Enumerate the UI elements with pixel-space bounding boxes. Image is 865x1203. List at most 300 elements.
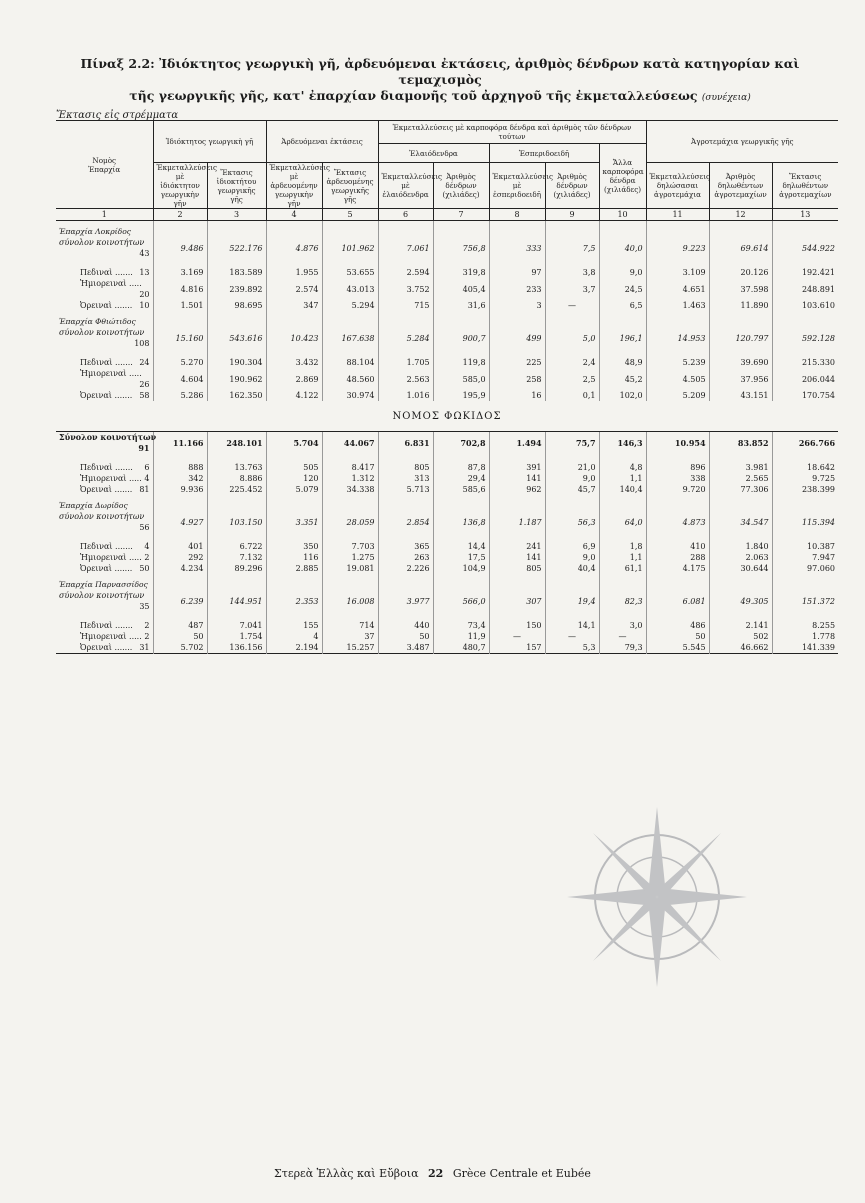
table-cell: 2.565 [709,473,772,484]
table-cell: 50 [153,631,207,642]
header-col-6: Ἐκμεταλλεύσεις μὲ ἐλαιόδενδρα [378,163,433,209]
table-cell: 50 [378,631,433,642]
table-cell: 7.061 [378,237,433,259]
province-heading-row [56,311,838,327]
table-cell: 522.176 [207,237,266,259]
table-title [60,56,820,106]
table-cell: 87,8 [433,462,489,473]
table-cell: 215.330 [772,357,838,368]
table-cell: 1.275 [322,552,378,563]
table-row [56,642,838,654]
table-cell: 4.651 [646,278,709,300]
table-cell: 30.644 [709,563,772,574]
table-cell: 3.351 [266,511,322,533]
table-cell: 140,4 [599,484,646,495]
table-cell: 319,8 [433,267,489,278]
table-cell: 43.151 [709,390,772,401]
table-cell: 2.885 [266,563,322,574]
table-cell: 4.876 [266,237,322,259]
title-line-1: Πίναξ 2.2: Ἰδιόκτητος γεωργικὴ γῆ, ἀρδευόμεναι ἐκτάσεις, ἀριθμὸς δένδρων κατὰ κατηγορίαν καὶ τεμαχισμὸς [80,56,800,87]
community-count: 58 [139,391,150,400]
spacer-row [56,533,838,541]
table-cell: 28.059 [322,511,378,533]
table-cell: 401 [153,541,207,552]
column-number: 4 [266,209,322,221]
table-cell: 5.270 [153,357,207,368]
table-cell: 49.305 [709,590,772,612]
row-label: Πεδιναὶ ....... 13 [80,268,150,277]
table-cell: 146,3 [599,432,646,455]
table-cell: 2.594 [378,267,433,278]
table-cell: 45,7 [545,484,599,495]
community-count: 31 [139,643,150,652]
table-cell: 183.589 [207,267,266,278]
table-cell: 116 [266,552,322,563]
table-cell: 19,4 [545,590,599,612]
column-number: 7 [433,209,489,221]
table-cell: 24,5 [599,278,646,300]
footer-right: Grèce Centrale et Eubée [452,1167,591,1180]
province-name: Ἐπαρχία Δωρίδος [59,501,128,510]
community-count: 4 [144,474,150,483]
table-cell: 3.487 [378,642,433,654]
table-cell: 103.610 [772,300,838,311]
row-label: σύνολον κοινοτήτων 35 [59,591,150,611]
table-cell: 77.306 [709,484,772,495]
table-body [56,221,838,654]
column-number: 5 [322,209,378,221]
header-col-9: Ἀριθμὸς δένδρων (χιλιάδες) [545,163,599,209]
table-cell: 48.560 [322,368,378,390]
table-cell: 292 [153,552,207,563]
table-cell: 3.981 [709,462,772,473]
table-cell: 88.104 [322,357,378,368]
table-cell: 45,2 [599,368,646,390]
table-cell: 6,5 [599,300,646,311]
table-cell: 48,9 [599,357,646,368]
row-label: Σύνολον κοινοτήτων 91 [59,432,157,453]
table-cell: 3.109 [646,267,709,278]
table-cell: 2,4 [545,357,599,368]
row-label: Ὀρειναὶ ....... 10 [80,301,150,310]
table-cell: 544.922 [772,237,838,259]
table-cell: 5.704 [266,432,322,455]
header-group-karpofora: Ἐκμεταλλεύσεις μὲ καρποφόρα δένδρα καὶ ἀριθμὸς τῶν δένδρων τούτων [378,121,646,144]
row-label: Ἡμιορειναὶ ..... 2 [80,632,150,641]
table-cell: 104,9 [433,563,489,574]
table-cell: 5.702 [153,642,207,654]
table-cell: 83.852 [709,432,772,455]
table-cell: 40,0 [599,237,646,259]
community-count: 50 [139,564,150,573]
table-cell: 505 [266,462,322,473]
table-cell: 543.616 [207,327,266,349]
header-col-13: Ἔκτασις δηλωθέντων ἀγροτεμαχίων [772,163,838,209]
table-cell: 206.044 [772,368,838,390]
row-label: σύνολον κοινοτήτων 43 [59,238,150,258]
table-cell: 31,6 [433,300,489,311]
table-cell: 3,7 [545,278,599,300]
table-cell: 6.831 [378,432,433,455]
table-cell: 9.725 [772,473,838,484]
table-cell: 2.141 [709,620,772,631]
header-col-11: Ἐκμεταλλεύσεις δηλώσασαι ἀγροτεμάχια [646,163,709,209]
table-cell: 5.545 [646,642,709,654]
table-cell: 342 [153,473,207,484]
community-count: 91 [138,443,150,453]
table-cell: 592.128 [772,327,838,349]
table-row [56,390,838,401]
community-count: 56 [139,523,150,532]
table-cell: 900,7 [433,327,489,349]
community-count: 2 [144,553,150,562]
table-cell: 4.234 [153,563,207,574]
table-cell: 69.614 [709,237,772,259]
header-group-elaiodendra: Ἐλαιόδενδρα [378,144,489,163]
table-cell: 150 [489,620,545,631]
table-cell: 225.452 [207,484,266,495]
table-cell: 21,0 [545,462,599,473]
column-number: 1 [56,209,153,221]
table-cell: 6.081 [646,590,709,612]
row-label: Ὀρειναὶ ....... 58 [80,391,150,400]
table-cell: 136.156 [207,642,266,654]
header-group-idioktitos: Ἰδιόκτητος γεωργικὴ γῆ [153,121,266,163]
table-cell: 102,0 [599,390,646,401]
table-row [56,462,838,473]
header-group-esperidoeidi: Ἐσπεριδοειδῆ [489,144,599,163]
row-label: Πεδιναὶ ....... 6 [80,463,150,472]
table-cell: 61,1 [599,563,646,574]
column-number: 10 [599,209,646,221]
statistics-table [56,120,838,654]
table-cell: 263 [378,552,433,563]
table-cell: 7.132 [207,552,266,563]
table-cell: 2.563 [378,368,433,390]
table-cell: 97.060 [772,563,838,574]
table-cell: 5.284 [378,327,433,349]
footer-left: Στερεὰ Ἑλλὰς καὶ Εὔβοια [274,1167,419,1180]
table-cell: 20.126 [709,267,772,278]
table-cell: 157 [489,642,545,654]
table-cell: 13.763 [207,462,266,473]
table-cell: 3.169 [153,267,207,278]
header-col-3: Ἔκτασις ἰδιοκτήτου γεωργικῆς γῆς [207,163,266,209]
table-cell: 141 [489,552,545,563]
nomos-heading-row [56,401,838,432]
province-heading-row [56,495,838,511]
table-cell: 1.754 [207,631,266,642]
table-cell: 5.079 [266,484,322,495]
table-cell: 8.417 [322,462,378,473]
table-cell: 10.423 [266,327,322,349]
table-cell: 391 [489,462,545,473]
table-cell: 805 [378,462,433,473]
table-row [56,541,838,552]
table-cell: 7,5 [545,237,599,259]
spacer-row [56,612,838,620]
page-number: 22 [428,1167,444,1180]
table-row [56,278,838,300]
table-cell: 1.187 [489,511,545,533]
header-col-4: Ἐκμεταλλεύσεις μὲ ἀρδευομένην γεωργικὴν γῆν [266,163,322,209]
table-cell: 120 [266,473,322,484]
table-cell: 1,1 [599,552,646,563]
header-nomos-eparchia: Νομὸς Ἐπαρχία [56,121,153,209]
table-cell: 64,0 [599,511,646,533]
header-col-2: Ἐκμεταλλεύσεις μὲ ἰδιόκτητον γεωργικὴν γῆν [153,163,207,209]
table-cell: 1.840 [709,541,772,552]
table-cell: 9.223 [646,237,709,259]
table-cell: 4.505 [646,368,709,390]
table-cell: 486 [646,620,709,631]
table-cell: 756,8 [433,237,489,259]
community-count: 10 [139,301,150,310]
table-cell: 238.399 [772,484,838,495]
table-cell: 170.754 [772,390,838,401]
page-footer [0,1167,865,1180]
table-cell: 714 [322,620,378,631]
table-cell: 487 [153,620,207,631]
table-cell: 2.869 [266,368,322,390]
table-cell: 1.312 [322,473,378,484]
table-cell: 4,8 [599,462,646,473]
table-cell: 313 [378,473,433,484]
column-number: 11 [646,209,709,221]
table-cell: 233 [489,278,545,300]
table-cell: 195,9 [433,390,489,401]
table-row [56,357,838,368]
table-cell: 190.304 [207,357,266,368]
header-col-12: Ἀριθμὸς δηλωθέντων ἀγροτεμαχίων [709,163,772,209]
community-count: 4 [144,542,150,551]
header-col-10: Ἄλλα καρποφόρα δένδρα (χιλιάδες) [599,144,646,209]
table-cell: 119,8 [433,357,489,368]
table-cell: 7.041 [207,620,266,631]
table-cell: 702,8 [433,432,489,455]
table-cell: 14.953 [646,327,709,349]
community-count: 2 [144,621,150,630]
total-row [56,327,838,349]
table-row [56,552,838,563]
table-cell: 98.695 [207,300,266,311]
row-label: Πεδιναὶ ....... 24 [80,358,150,367]
table-cell: 1.955 [266,267,322,278]
community-count: 2 [144,632,150,641]
table-cell: 14,1 [545,620,599,631]
table-cell: 3,0 [599,620,646,631]
table-cell: — [545,631,599,642]
table-cell: 502 [709,631,772,642]
table-cell: 347 [266,300,322,311]
table-cell: 50 [646,631,709,642]
table-cell: 196,1 [599,327,646,349]
table-cell: 585,0 [433,368,489,390]
province-name: Ἐπαρχία Παρνασσίδος [59,580,148,589]
table-cell: 5.209 [646,390,709,401]
table-cell: 37 [322,631,378,642]
total-row [56,432,838,455]
table-row [56,484,838,495]
table-cell: 248.101 [207,432,266,455]
table-cell: 3.432 [266,357,322,368]
table-cell: 11.890 [709,300,772,311]
community-count: 108 [134,339,150,348]
table-cell: 2.194 [266,642,322,654]
table-cell: 566,0 [433,590,489,612]
table-cell: — [545,300,599,311]
table-cell: 162.350 [207,390,266,401]
table-cell: 9,0 [599,267,646,278]
table-cell: 307 [489,590,545,612]
table-cell: 192.421 [772,267,838,278]
table-cell: 43.013 [322,278,378,300]
table-cell: 715 [378,300,433,311]
table-cell: 6.239 [153,590,207,612]
table-cell: 5.713 [378,484,433,495]
header-col-5: Ἔκτασις ἀρδευομένης γεωργικῆς γῆς [322,163,378,209]
table-cell: 89.296 [207,563,266,574]
community-count: 24 [139,358,150,367]
table-cell: 480,7 [433,642,489,654]
table-cell: 16 [489,390,545,401]
table-cell: — [489,631,545,642]
table-cell: 1,8 [599,541,646,552]
table-cell: 4.122 [266,390,322,401]
table-cell: 266.766 [772,432,838,455]
table-cell: 17,5 [433,552,489,563]
table-cell: 2.353 [266,590,322,612]
table-cell: 3 [489,300,545,311]
table-cell: 365 [378,541,433,552]
table-cell: 6,9 [545,541,599,552]
province-heading-row [56,574,838,590]
row-label: Ἡμιορειναὶ ..... 26 [80,369,150,389]
table-cell: 37.598 [709,278,772,300]
row-label: Ἡμιορειναὶ ..... 20 [80,279,150,299]
table-cell: 9,0 [545,473,599,484]
table-cell: 136,8 [433,511,489,533]
table-cell: 44.067 [322,432,378,455]
total-row [56,590,838,612]
table-cell: 1.463 [646,300,709,311]
table-cell: 499 [489,327,545,349]
row-label: Ὀρειναὶ ....... 50 [80,564,150,573]
table-cell: 258 [489,368,545,390]
table-cell: 39.690 [709,357,772,368]
table-cell: 73,4 [433,620,489,631]
community-count: 43 [139,249,150,258]
table-cell: 151.372 [772,590,838,612]
table-cell: 190.962 [207,368,266,390]
table-cell: 5.294 [322,300,378,311]
table-row [56,300,838,311]
row-label: σύνολον κοινοτήτων 108 [59,328,150,348]
table-cell: 350 [266,541,322,552]
table-cell: 18.642 [772,462,838,473]
community-count: 13 [139,268,150,277]
table-cell: 14,4 [433,541,489,552]
table-cell: 5.239 [646,357,709,368]
row-label: Ἡμιορειναὶ ..... 2 [80,553,150,562]
table-row [56,620,838,631]
community-count: 81 [139,485,150,494]
table-cell: 9.720 [646,484,709,495]
column-number: 3 [207,209,266,221]
table-row [56,368,838,390]
column-number: 2 [153,209,207,221]
table-cell: 4 [266,631,322,642]
table-cell: 405,4 [433,278,489,300]
table-cell: 805 [489,563,545,574]
nomos-title: ΝΟΜΟΣ ΦΩΚΙΔΟΣ [56,401,838,432]
table-cell: 5.286 [153,390,207,401]
header-col-8: Ἐκμεταλλεύσεις μὲ ἐσπεριδοειδῆ [489,163,545,209]
table-cell: 30.974 [322,390,378,401]
table-cell: 4.604 [153,368,207,390]
table-header [56,121,838,221]
community-count: 35 [139,602,150,611]
spacer-row [56,454,838,462]
province-name: Ἐπαρχία Λοκρίδος [59,227,132,236]
row-label: Ἡμιορειναὶ ..... 4 [80,474,150,483]
table-cell: 225 [489,357,545,368]
table-cell: 962 [489,484,545,495]
table-cell: 2.854 [378,511,433,533]
table-cell: 141 [489,473,545,484]
table-cell: 141.339 [772,642,838,654]
community-count: 26 [139,380,150,389]
table-cell: 120.797 [709,327,772,349]
column-number: 12 [709,209,772,221]
table-cell: 1.494 [489,432,545,455]
table-row [56,563,838,574]
column-number: 9 [545,209,599,221]
community-count: 6 [144,463,150,472]
table-cell: 239.892 [207,278,266,300]
table-cell: 1,1 [599,473,646,484]
table-cell: 75,7 [545,432,599,455]
table-cell: 144.951 [207,590,266,612]
table-cell: 37.956 [709,368,772,390]
column-number: 6 [378,209,433,221]
table-cell: 241 [489,541,545,552]
table-cell: 115.394 [772,511,838,533]
table-cell: 2.574 [266,278,322,300]
row-label: Ὀρειναὶ ....... 31 [80,643,150,652]
spacer-row [56,259,838,267]
header-group-agrotemachia: Ἀγροτεμάχια γεωργικῆς γῆς [646,121,838,163]
table-cell: 9.486 [153,237,207,259]
table-cell: 1.501 [153,300,207,311]
table-row [56,473,838,484]
column-number: 13 [772,209,838,221]
table-cell: 167.638 [322,327,378,349]
table-cell: 34.547 [709,511,772,533]
province-name: Ἐπαρχία Φθιώτιδος [59,317,136,326]
table-cell: 56,3 [545,511,599,533]
table-cell: 4.927 [153,511,207,533]
table-cell: 101.962 [322,237,378,259]
table-cell: 16.008 [322,590,378,612]
table-cell: 1.778 [772,631,838,642]
header-col-7: Ἀριθμὸς δένδρων (χιλιάδες) [433,163,489,209]
table-cell: 3.977 [378,590,433,612]
table-cell: 0,1 [545,390,599,401]
table-cell: 10.387 [772,541,838,552]
table-cell: 11,9 [433,631,489,642]
table-cell: 8.886 [207,473,266,484]
